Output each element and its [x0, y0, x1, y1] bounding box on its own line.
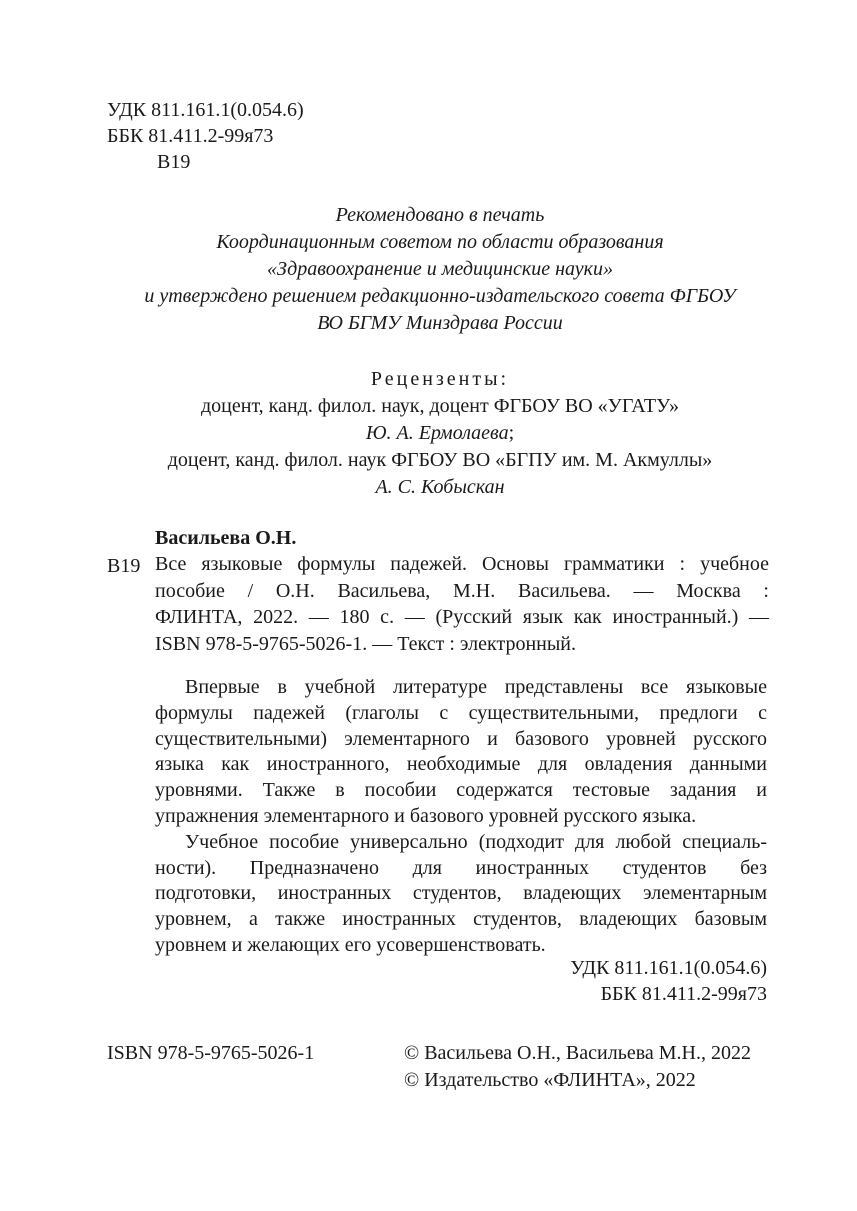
bib-code: В19	[107, 555, 141, 577]
abstract-line: формулы падежей (глаголы с существительными, предлоги с	[155, 701, 767, 724]
abstract-line: существительными) элементарного и базового уровней русского	[155, 727, 767, 750]
bib-author: Васильева О.Н.	[155, 527, 297, 549]
reviewer-1-name-line	[100, 420, 780, 447]
reviewer-2-name: А. С. Кобыскан	[375, 476, 505, 498]
bib-line: ISBN 978-5-9765-5026-1. — Текст : электронный.	[155, 632, 576, 655]
classification-codes-right	[570, 955, 767, 1007]
approval-line: «Здравоохранение и медицинские науки»	[267, 258, 613, 280]
bibliographic-description	[155, 551, 769, 657]
abstract-line: Учебное пособие универсально (подходит для любой специаль-	[185, 830, 767, 853]
classification-codes	[107, 97, 304, 175]
copyright-publisher: © Издательство «ФЛИНТА», 2022	[404, 1069, 696, 1091]
abstract-line: Впервые в учебной литературе представлены все языковые	[185, 676, 767, 698]
bib-line: пособие / О.Н. Васильева, М.Н. Васильева. — Москва :	[155, 579, 769, 602]
bib-line: Все языковые формулы падежей. Основы грамматики : учебное	[155, 553, 769, 575]
author-mark: В19	[157, 151, 191, 173]
bib-line: ФЛИНТА, 2022. — 180 с. — (Русский язык как иностранный.) —	[155, 606, 769, 628]
reviewer-1-name: Ю. А. Ермолаева	[365, 422, 509, 444]
reviewer-2-position: доцент, канд. филол. наук ФГБОУ ВО «БГПУ им. М. Акмуллы»	[167, 449, 713, 471]
udk-code: УДК 811.161.1(0.054.6)	[107, 99, 304, 121]
approval-statement	[100, 202, 780, 337]
approval-line: ВО БГМУ Минздрава России	[317, 312, 563, 334]
copyright-block	[404, 1040, 751, 1094]
bbk-code: ББК 81.411.2-99я73	[107, 125, 274, 147]
approval-line: Координационным советом по области образования	[216, 231, 664, 253]
approval-line: Рекомендовано в печать	[335, 204, 545, 226]
reviewer-1-punct: ;	[508, 422, 515, 444]
abstract	[155, 675, 767, 959]
udk-code-right: УДК 811.161.1(0.054.6)	[570, 957, 767, 979]
abstract-line: подготовки, иностранных студентов, владеющих элементарным	[155, 882, 767, 905]
approval-line: и утверждено решением редакционно-издательского совета ФГБОУ	[144, 285, 736, 307]
copyright-authors: © Васильева О.Н., Васильева М.Н., 2022	[404, 1042, 751, 1064]
abstract-line: уровнем и желающих его усовершенствовать.	[155, 933, 546, 956]
abstract-line: уровнем, а также иностранных студентов, владеющих базовым	[155, 908, 767, 931]
reviewer-1-position: доцент, канд. филол. наук, доцент ФГБОУ ВО «УГАТУ»	[200, 395, 680, 417]
abstract-line: уровнями. Также в пособии содержатся тестовые задания и	[155, 779, 767, 802]
reviewers-block	[100, 366, 780, 501]
abstract-line: упражнения элементарного и базового уровней русского языка.	[155, 804, 697, 827]
abstract-line: ности). Предназначено для иностранных студентов без	[155, 856, 767, 879]
reviewers-heading: Рецензенты:	[370, 368, 510, 390]
isbn: ISBN 978-5-9765-5026-1	[107, 1042, 315, 1064]
abstract-line: языка как иностранного, необходимые для овладения данными	[155, 753, 767, 776]
bbk-code-right: ББК 81.411.2-99я73	[600, 983, 767, 1005]
